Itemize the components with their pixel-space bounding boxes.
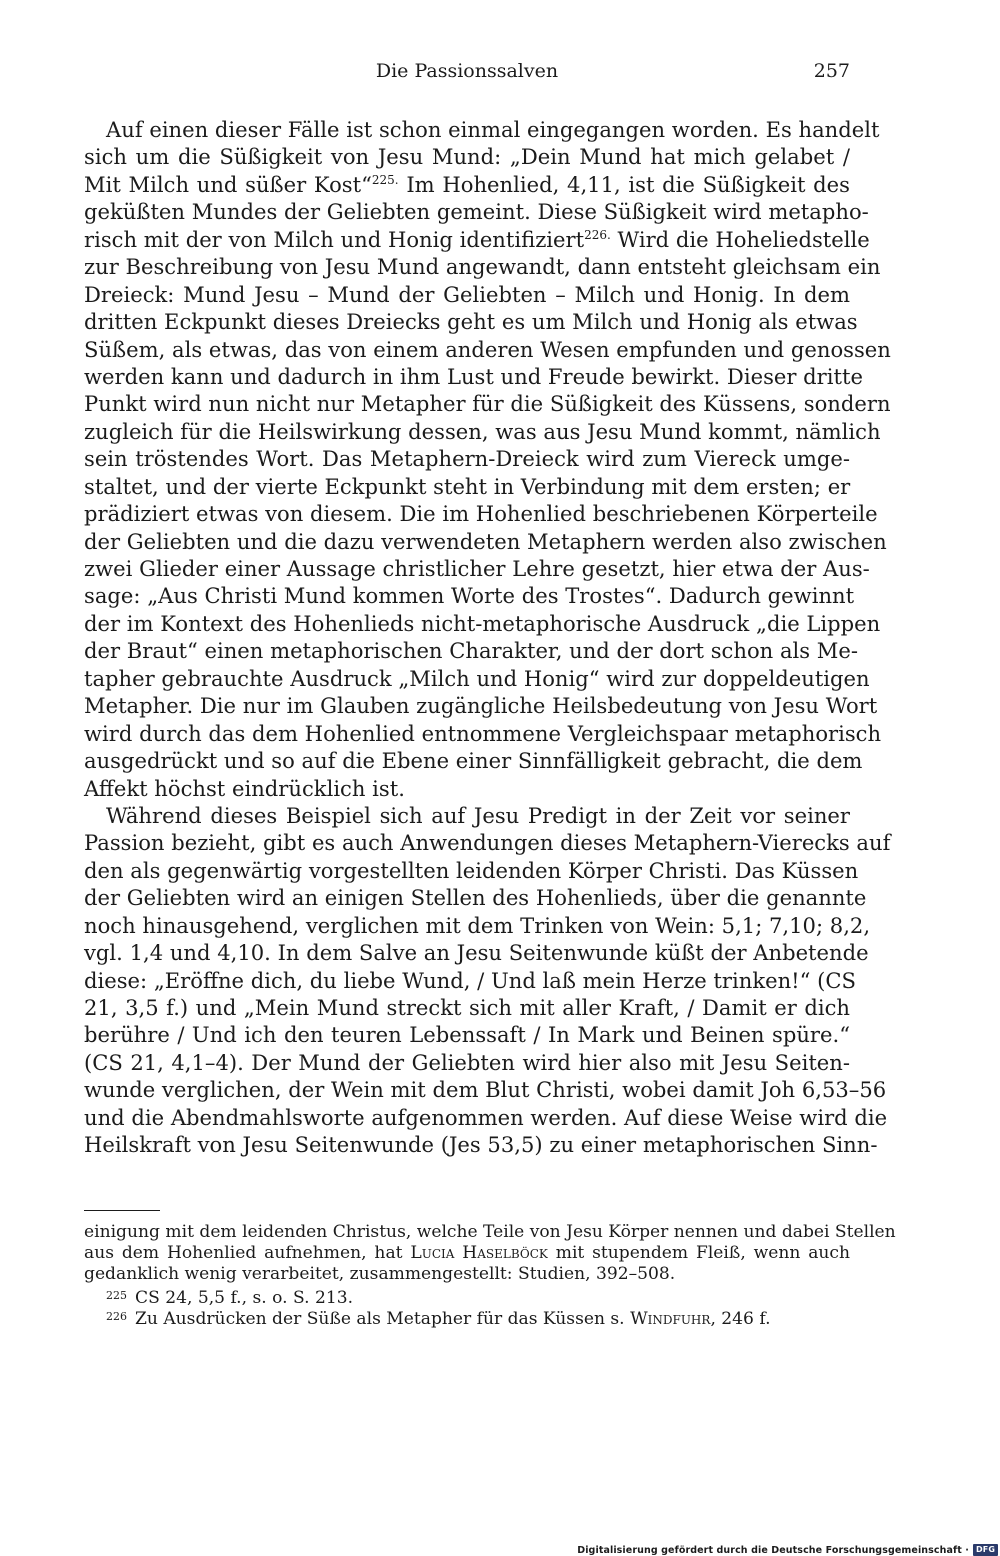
text-line: prädiziert etwas von diesem. Die im Hohenlied beschriebenen Körperteile	[84, 501, 878, 527]
footnote-ref-226[interactable]: 226.	[584, 227, 611, 242]
text-line: Während dieses Beispiel sich auf Jesu Predigt in der Zeit vor seiner	[106, 802, 850, 828]
text-line: ausgedrückt und so auf die Ebene einer Sinnfälligkeit gebracht, die dem	[84, 748, 863, 774]
text-line: zwei Glieder einer Aussage christlicher Lehre gesetzt, hier etwa der Aus-	[84, 556, 870, 581]
text-line: wird durch das dem Hohenlied entnommene Vergleichspaar metaphorisch	[84, 720, 882, 746]
text-line: sein tröstendes Wort. Das Metaphern-Dreieck wird zum Viereck umge-	[84, 446, 850, 472]
text-line: Dreieck: Mund Jesu – Mund der Geliebten – Milch und Honig. In dem	[84, 281, 850, 307]
text-line: staltet, und der vierte Eckpunkt steht in Verbindung mit dem ersten; er	[84, 473, 851, 499]
running-title: Die Passionssalven	[375, 60, 559, 82]
text-line: werden kann und dadurch in ihm Lust und Freude bewirkt. Dieser dritte	[84, 363, 863, 389]
text-line: Passion bezieht, gibt es auch Anwendungen dieses Metaphern-Vierecks auf	[84, 830, 891, 856]
text-line: risch mit der von Milch und Honig identifiziert$^{226.}$ Wird die Hoheliedstelle	[84, 226, 870, 252]
footnote-line: aus dem Hohenlied aufnehmen, hat Lucia Haselböck mit stupendem Fleiß, wenn auch	[84, 1243, 851, 1263]
paragraph-1	[84, 116, 891, 802]
footnote-line: einigung mit dem leidenden Christus, welche Teile von Jesu Körper nennen und dabei Stellen	[84, 1222, 896, 1242]
text-line: geküßten Mundes der Geliebten gemeint. Diese Süßigkeit wird metapho-	[84, 199, 869, 225]
text-line: Affekt höchst eindrücklich ist.	[84, 775, 405, 801]
funding-note	[577, 1544, 998, 1556]
paragraph-2	[84, 802, 891, 1159]
page-number: 257	[813, 60, 850, 82]
text-line: der Geliebten und die dazu verwendeten Metaphern werden also zwischen	[84, 528, 887, 554]
text-line: Mit Milch und süßer Kost“$^{225.}$ Im Hohenlied, 4,11, ist die Süßigkeit des	[84, 171, 850, 197]
footnote-number: 226	[106, 1310, 127, 1323]
footnote-226: $^{226}$ Zu Ausdrücken der Süße als Metapher für das Küssen s. Windfuhr, 246 f.	[106, 1309, 771, 1329]
text-line: der Geliebten wird an einigen Stellen des Hohenlieds, über die genannte	[84, 885, 867, 911]
text-line: Punkt wird nun nicht nur Metapher für die Süßigkeit des Küssens, sondern	[84, 391, 891, 417]
author-name: Lucia Haselböck	[410, 1243, 548, 1263]
text-line: diese: „Eröffne dich, du liebe Wund, / Und laß mein Herze trinken!“ (CS	[84, 967, 856, 993]
text-line: berühre / Und ich den teuren Lebenssaft / In Mark und Beinen spüre.“	[84, 1022, 850, 1048]
author-name: Windfuhr	[630, 1309, 711, 1329]
footnotes	[84, 1222, 896, 1329]
text-line: sage: „Aus Christi Mund kommen Worte des Trostes“. Dadurch gewinnt	[84, 583, 855, 609]
text-line: der Braut“ einen metaphorischen Charakter, und der dort schon als Me-	[84, 638, 858, 664]
text-line: Heilskraft von Jesu Seitenwunde (Jes 53,5) zu einer metaphorischen Sinn-	[84, 1132, 878, 1158]
footnote-ref-225[interactable]: 225.	[371, 172, 399, 187]
text-line: und die Abendmahlsworte aufgenommen werden. Auf diese Weise wird die	[84, 1104, 888, 1130]
text-line: Süßem, als etwas, das von einem anderen Wesen empfunden und genossen	[84, 336, 891, 362]
footnote-line: gedanklich wenig verarbeitet, zusammengestellt: Studien, 392–508.	[84, 1264, 676, 1284]
footnote-225: $^{225}$ CS 24, 5,5 f., s. o. S. 213.	[106, 1288, 354, 1308]
text-line: (CS 21, 4,1–4). Der Mund der Geliebten wird hier also mit Jesu Seiten-	[84, 1049, 850, 1075]
text-line: zugleich für die Heilswirkung dessen, was aus Jesu Mund kommt, nämlich	[84, 418, 881, 444]
footnote-number: 225	[106, 1289, 127, 1302]
text-line: noch hinausgehend, verglichen mit dem Trinken von Wein: 5,1; 7,10; 8,2,	[84, 912, 871, 938]
text-line: vgl. 1,4 und 4,10. In dem Salve an Jesu Seitenwunde küßt der Anbetende	[84, 940, 869, 966]
text-line: sich um die Süßigkeit von Jesu Mund: „Dein Mund hat mich gelabet /	[84, 144, 850, 170]
body-text	[84, 116, 891, 1159]
text-line: tapher gebrauchte Ausdruck „Milch und Honig“ wird zur doppeldeutigen	[84, 665, 870, 691]
text-line: zur Beschreibung von Jesu Mund angewandt, dann entsteht gleichsam ein	[84, 254, 881, 280]
text-line: dritten Eckpunkt dieses Dreiecks geht es um Milch und Honig als etwas	[84, 309, 858, 335]
text-line: wunde verglichen, der Wein mit dem Blut Christi, wobei damit Joh 6,53–56	[84, 1077, 887, 1103]
text-line: Auf einen dieser Fälle ist schon einmal eingegangen worden. Es handelt	[106, 117, 880, 142]
dfg-logo-icon: DFG	[973, 1544, 998, 1556]
text-line: Metapher. Die nur im Glauben zugängliche Heilsbedeutung von Jesu Wort	[84, 693, 878, 719]
text-line: 21, 3,5 f.) und „Mein Mund streckt sich mit aller Kraft, / Damit er dich	[84, 995, 850, 1020]
page-header	[84, 60, 850, 90]
text-line: den als gegenwärtig vorgestellten leidenden Körper Christi. Das Küssen	[84, 857, 859, 883]
footnote-divider	[84, 1210, 160, 1211]
funding-text: Digitalisierung gefördert durch die Deutsche Forschungsgemeinschaft ·	[577, 1544, 970, 1556]
text-line: der im Kontext des Hohenlieds nicht-metaphorische Ausdruck „die Lippen	[84, 610, 881, 636]
